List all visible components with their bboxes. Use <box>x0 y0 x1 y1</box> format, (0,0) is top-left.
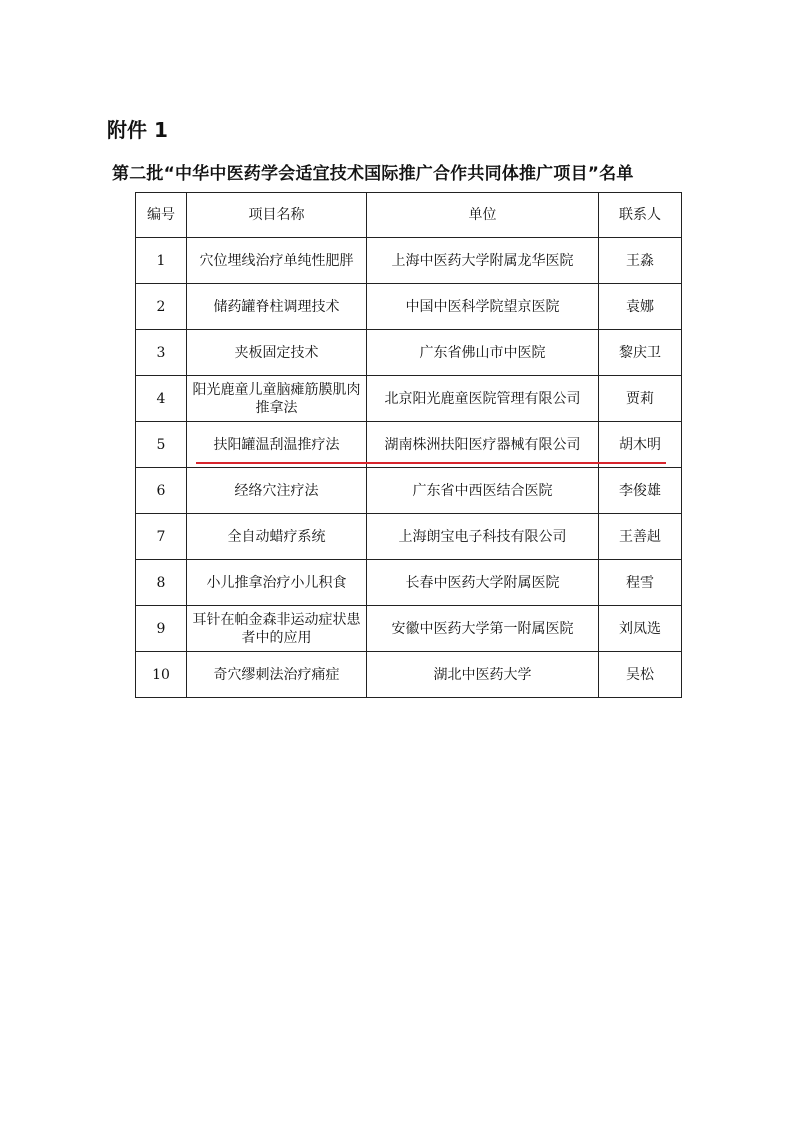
project-list-table <box>135 192 682 698</box>
table-header-row <box>136 193 682 238</box>
cell-unit: 中国中医科学院望京医院 <box>367 284 599 330</box>
cell-no: 4 <box>136 376 187 422</box>
cell-no: 8 <box>136 560 187 606</box>
cell-contact: 袁娜 <box>599 284 682 330</box>
table-row-highlighted <box>136 422 682 468</box>
cell-unit: 广东省中西医结合医院 <box>367 468 599 514</box>
cell-unit: 湖南株洲扶阳医疗器械有限公司 <box>367 422 599 468</box>
cell-no: 7 <box>136 514 187 560</box>
cell-contact: 刘凤选 <box>599 606 682 652</box>
table-row <box>136 468 682 514</box>
cell-unit: 长春中医药大学附属医院 <box>367 560 599 606</box>
header-unit: 单位 <box>367 193 599 238</box>
document-title: 第二批“中华中医药学会适宜技术国际推广合作共同体推广项目”名单 <box>112 164 634 184</box>
cell-contact: 王淼 <box>599 238 682 284</box>
cell-no: 5 <box>136 422 187 468</box>
table-row <box>136 652 682 698</box>
cell-contact: 胡木明 <box>599 422 682 468</box>
cell-project-name: 奇穴缪刺法治疗痛症 <box>187 652 367 698</box>
cell-project-name: 小儿推拿治疗小儿积食 <box>187 560 367 606</box>
cell-contact: 李俊雄 <box>599 468 682 514</box>
cell-contact: 王善赳 <box>599 514 682 560</box>
header-no: 编号 <box>136 193 187 238</box>
table-row <box>136 284 682 330</box>
cell-contact: 贾莉 <box>599 376 682 422</box>
cell-project-name: 穴位埋线治疗单纯性肥胖 <box>187 238 367 284</box>
cell-no: 1 <box>136 238 187 284</box>
highlight-underline <box>196 462 666 464</box>
cell-unit: 上海中医药大学附属龙华医院 <box>367 238 599 284</box>
cell-unit: 上海朗宝电子科技有限公司 <box>367 514 599 560</box>
cell-project-name: 全自动蜡疗系统 <box>187 514 367 560</box>
cell-project-name: 经络穴注疗法 <box>187 468 367 514</box>
cell-contact: 程雪 <box>599 560 682 606</box>
header-contact: 联系人 <box>599 193 682 238</box>
cell-no: 9 <box>136 606 187 652</box>
cell-unit: 安徽中医药大学第一附属医院 <box>367 606 599 652</box>
cell-contact: 吴松 <box>599 652 682 698</box>
cell-no: 10 <box>136 652 187 698</box>
table-row <box>136 376 682 422</box>
cell-no: 3 <box>136 330 187 376</box>
table-row <box>136 514 682 560</box>
cell-no: 6 <box>136 468 187 514</box>
cell-project-name: 阳光鹿童儿童脑瘫筋膜肌肉推拿法 <box>187 376 367 422</box>
cell-unit: 湖北中医药大学 <box>367 652 599 698</box>
header-project-name: 项目名称 <box>187 193 367 238</box>
attachment-label: 附件 1 <box>107 118 168 142</box>
cell-project-name: 储药罐脊柱调理技术 <box>187 284 367 330</box>
table-row <box>136 560 682 606</box>
table-row <box>136 606 682 652</box>
cell-contact: 黎庆卫 <box>599 330 682 376</box>
cell-no: 2 <box>136 284 187 330</box>
cell-project-name: 夹板固定技术 <box>187 330 367 376</box>
cell-unit: 北京阳光鹿童医院管理有限公司 <box>367 376 599 422</box>
cell-unit: 广东省佛山市中医院 <box>367 330 599 376</box>
cell-project-name: 扶阳罐温刮温推疗法 <box>187 422 367 468</box>
table-row <box>136 238 682 284</box>
cell-project-name: 耳针在帕金森非运动症状患者中的应用 <box>187 606 367 652</box>
table-row <box>136 330 682 376</box>
